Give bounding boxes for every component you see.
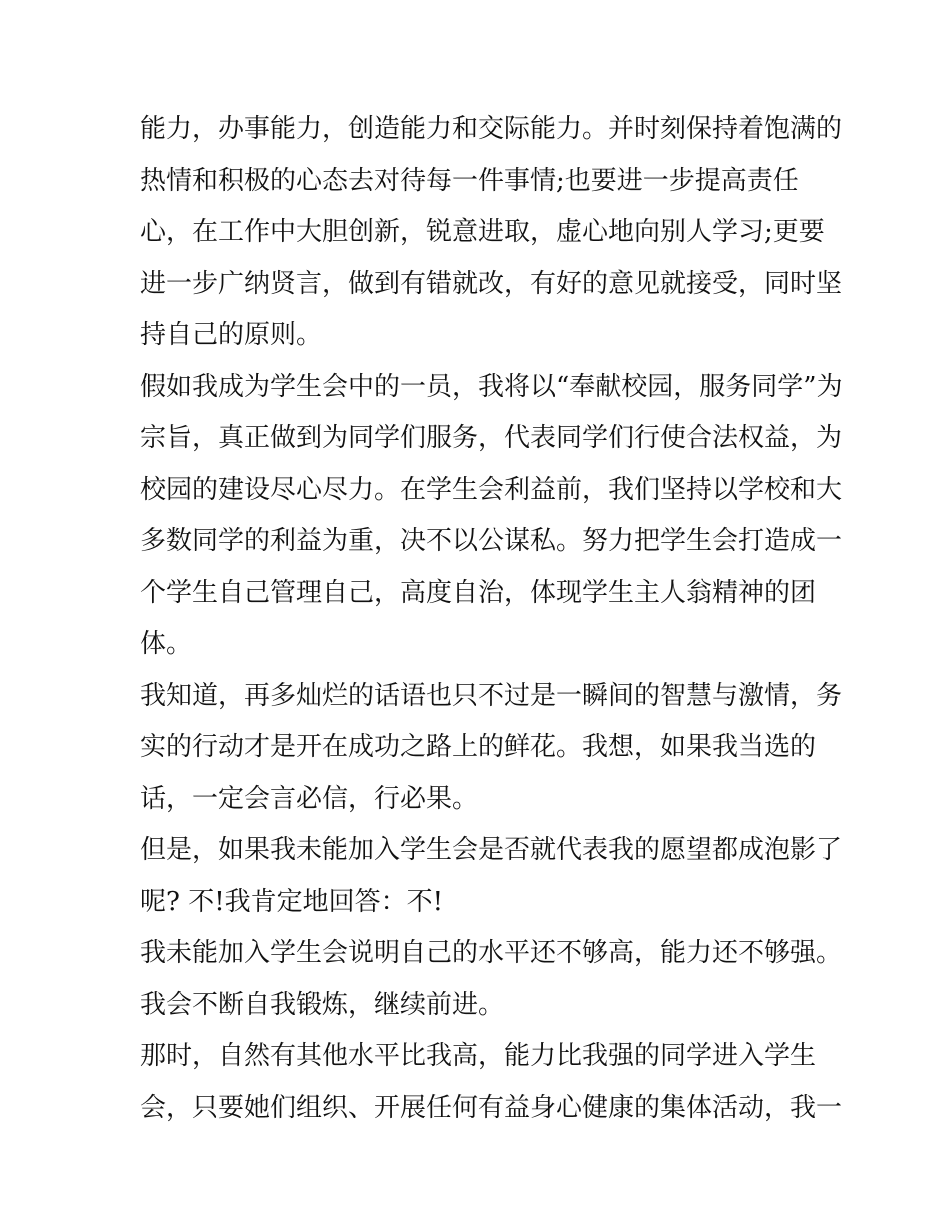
text-line: 宗旨，真正做到为同学们服务，代表同学们行使合法权益，为 [140, 423, 843, 453]
text-line: 个学生自己管理自己，高度自治，体现学生主人翁精神的团 [140, 577, 817, 608]
text-line: 心，在工作中大胆创新，锐意进取，虚心地向别人学习;更要 [140, 217, 825, 247]
text-line: 会，只要她们组织、开展任何有益身心健康的集体活动，我一 [140, 1092, 843, 1123]
text-line: 能力，办事能力，创造能力和交际能力。并时刻保持着饱满的 [140, 114, 843, 144]
text-line: 我会不断自我锻炼，继续前进。 [140, 989, 505, 1020]
text-line: 那时，自然有其他水平比我高，能力比我强的同学进入学生 [140, 1041, 817, 1071]
document-body [140, 104, 843, 1134]
text-line: 体。 [140, 629, 193, 659]
text-line: 呢? 不!我肯定地回答：不! [140, 886, 444, 917]
text-line: 多数同学的利益为重，决不以公谋私。努力把学生会打造成一 [140, 526, 843, 556]
text-line: 热情和积极的心态去对待每一件事情;也要进一步提高责任 [140, 165, 799, 196]
text-line: 我未能加入学生会说明自己的水平还不够高，能力还不够强。 [140, 938, 843, 968]
text-line: 假如我成为学生会中的一员，我将以“奉献校园，服务同学”为 [140, 371, 843, 402]
text-line: 我知道，再多灿烂的话语也只不过是一瞬间的智慧与激情，务 [140, 680, 843, 711]
text-line: 但是，如果我未能加入学生会是否就代表我的愿望都成泡影了 [140, 835, 843, 865]
text-line: 进一步广纳贤言，做到有错就改，有好的意见就接受，同时坚 [140, 268, 843, 299]
text-line: 实的行动才是开在成功之路上的鲜花。我想，如果我当选的 [140, 732, 817, 762]
text-line: 持自己的原则。 [140, 320, 323, 350]
text-line: 校园的建设尽心尽力。在学生会利益前，我们坚持以学校和大 [140, 474, 843, 505]
text-line: 话，一定会言必信，行必果。 [140, 783, 479, 814]
